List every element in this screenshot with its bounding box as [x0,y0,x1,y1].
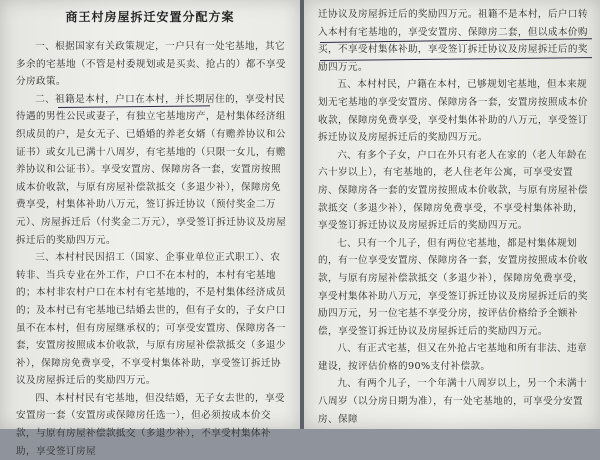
left-paragraph-3: 三、本村村民因招工（国家、企事业单位正式职工）、农转非、当兵专业在外工作，户口不在本村的，本村有宅基地的；本村非农村户口在本村有宅基地的，不是村集体经济成员的；及本村已有宅基地已结婚去世的，但有子女的，子女户口虽不在本村，但有房屋继承权的；可享受安置房、保障房各一套，安置房按照成本价收款，与原有房屋补偿款抵交（多退少补），保障房免费享受，不享受村集体补助，享受签订拆迁协议及房屋拆迁后的奖励四万元。 [16,252,286,387]
right-paragraph-1: 迁协议及房屋拆迁后的奖励四万元。祖籍不是本村，后户口转入本村有宅基地的，享受安置房、保障房二套，但以成本价购买，不享受村集体补助，享受签订拆迁协议及房屋拆迁后的奖励四万元。 [318,9,588,73]
right-document-page [304,0,600,429]
document-title: 商王村房屋拆迁安置分配方案 [65,10,235,24]
left-body-text [16,38,290,460]
right-paragraph-4: 七、只有一个儿子，但有两位宅基地，都是村集体规划的，有一位享受安置房、保障房各一套，安置房按照成本价收款，与原有房屋补偿款抵交（多退少补），保障房免费享受，享受村集体补助八万元，享受签订拆迁协议及房屋拆迁后的奖励四万元，另一位宅基不享受分房，按评估价格给予全额补偿，享受签订拆迁协议及房屋拆迁后的奖励四万元。 [318,237,588,337]
right-paragraph-6: 九、有两个儿子，一个年满十八周岁以上，另一个未满十八周岁（以分房日期为准），有一处宅基地的，可享受分安置房、保障 [318,378,588,425]
right-body-text [318,6,590,428]
left-paragraph-1: 一、根据国家有关政策规定，一户只有一处宅基地，其它多余的宅基地（不管是村委规划或是买卖、抢占的）都不享受分房政策。 [16,41,286,88]
right-paragraph-3: 六、有多个子女，户口在外只有老人在家的（老人年龄在六十岁以上），有宅基地的，老人住老年公寓，可享受安置房、保障房各一套的安置房按照成本价收款，与原有房屋补偿款抵交（多退少补），保障房免费享受，不享受村集体补助，享受签订拆迁协议及房屋拆迁后的奖励四万元。 [318,149,588,232]
left-document-page [0,0,300,457]
right-paragraph-5: 八、有正式宅基，但又在外抢占宅基地和所有非法、违章建设，按评估价格的90%支付补偿款。 [318,343,588,372]
left-paragraph-2: 二、祖籍是本村，户口在本村，并长期居住的，享受村民待遇的男性公民或妻子，有独立宅基地房产，是村集体经济组织成员的户，是女无子、已婚婚的养老女婿（有赡养协议和公证书）或女儿已满十八周岁，有宅基地的（只限一女儿，有赡养协议和公证书）。享受安置房、保障房各一套，安置房按照成本价收款，与原有房屋补偿款抵交（多退少补），保障房免费享受，村集体补助八万元，签订拆迁协议（预付奖金二万元）、房屋拆迁后（付奖金二万元），享受签订拆迁协议及房屋拆迁后的奖励四万元。 [16,93,287,246]
left-paragraph-4: 四、本村村民有宅基地，但没结婚，无子女去世的，享受安置房一套（安置房或保障房任选一），但必须按成本价交款，与原有房屋补偿款抵交（多退少补），不享受村集体补助，享受签订房屋 [16,392,286,457]
right-paragraph-2: 五、本村村民，户籍在本村，已够规划宅基地，但本来规划无宅基地的享受安置房、保障房各一套，安置房按照成本价收款，保障房免费享受，享受村集体补助的八万元，享受签订拆迁协议及房屋拆迁后的奖励四万元。 [318,79,588,144]
